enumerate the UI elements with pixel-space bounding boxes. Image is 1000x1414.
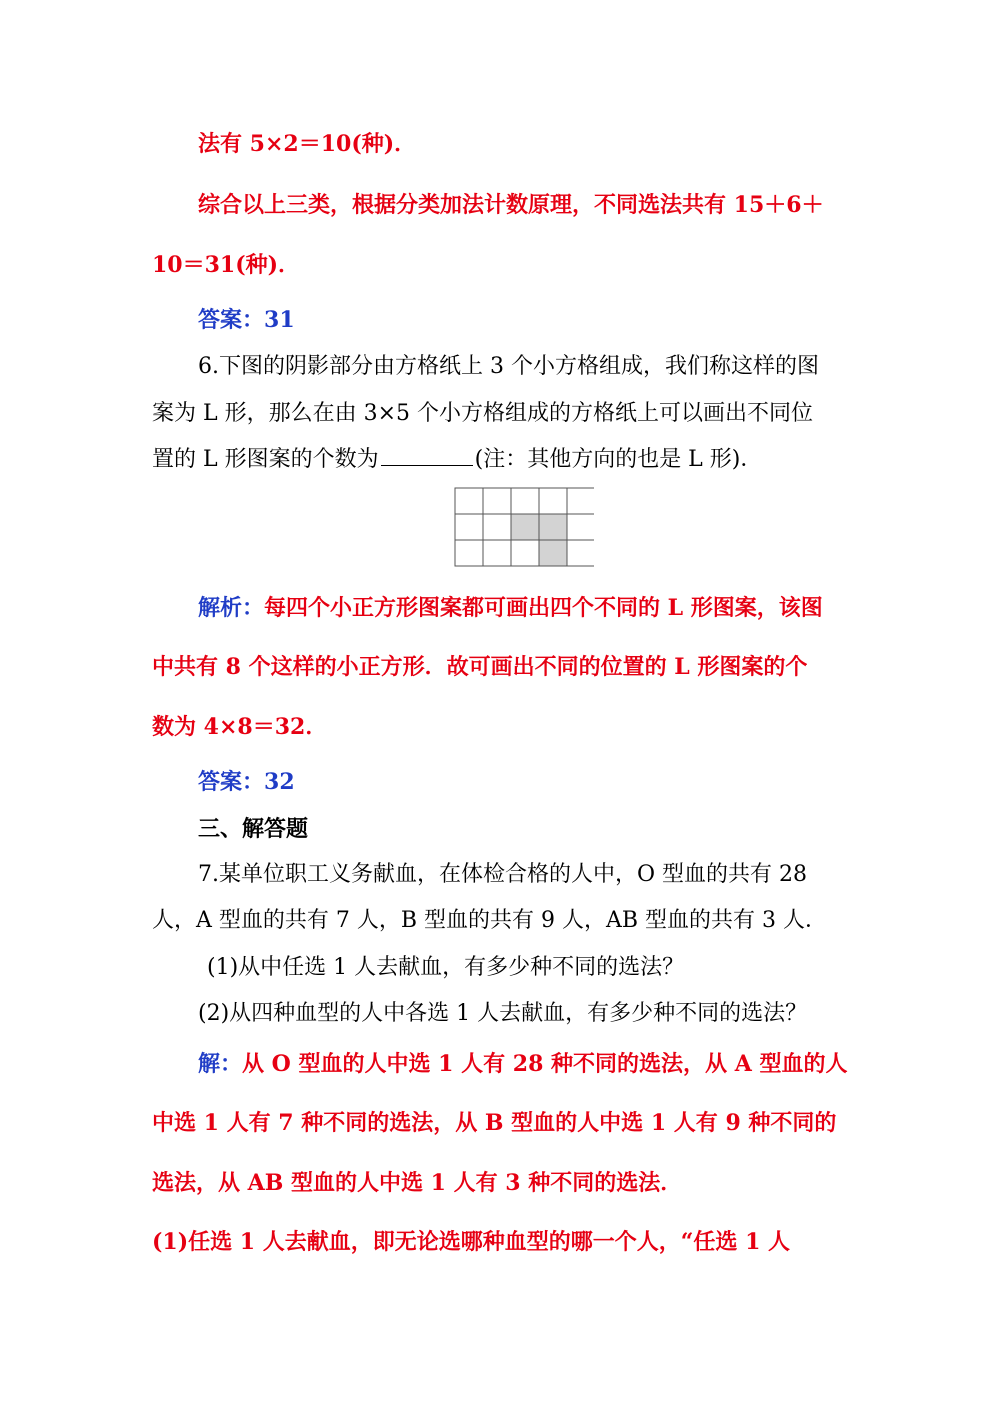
- solution-label: 解：: [198, 1051, 243, 1077]
- q7-solution-line-3: 选法，从 AB 型血的人中选 1 人有 3 种不同的选法．: [152, 1170, 683, 1196]
- q6-analysis-line-1: [198, 593, 823, 624]
- answer-value: 31: [264, 307, 295, 333]
- p5-answer: [198, 305, 295, 336]
- l-shape-grid-figure: [454, 487, 594, 569]
- answer-value: 32: [264, 769, 295, 795]
- q6-analysis-line-2: 中共有 8 个这样的小正方形．故可画出不同的位置的 L 形图案的个: [152, 654, 808, 680]
- analysis-label: 解析：: [198, 595, 265, 621]
- shaded-cell: [539, 540, 567, 566]
- grid-cell: [455, 540, 483, 566]
- grid-cell: [567, 488, 594, 514]
- grid-cell: [511, 540, 539, 566]
- answer-label: 答案：: [198, 769, 265, 795]
- q6-line-3-post: (注：其他方向的也是 L 形)．: [474, 447, 763, 472]
- q7-solution-line-2: 中选 1 人有 7 种不同的选法，从 B 型血的人中选 1 人有 9 种不同的: [152, 1110, 837, 1136]
- grid-cell: [483, 514, 511, 540]
- grid-cell: [539, 488, 567, 514]
- q7-solution-line-1: [198, 1049, 847, 1080]
- q6-line-1: 6.下图的阴影部分由方格纸上 3 个小方格组成，我们称这样的图: [198, 354, 819, 379]
- p5-line-1: 法有 5×2＝10(种)．: [198, 131, 417, 157]
- p5-line-2: 综合以上三类，根据分类加法计数原理，不同选法共有 15＋6＋: [198, 192, 824, 218]
- grid-cell: [455, 488, 483, 514]
- grid-cell: [483, 540, 511, 566]
- answer-blank: [381, 445, 473, 466]
- shaded-cell: [511, 514, 539, 540]
- grid-cell: [567, 540, 594, 566]
- section-title: 三、解答题: [198, 816, 309, 842]
- q7-line-1: 7.某单位职工义务献血，在体检合格的人中，O 型血的共有 28: [198, 862, 808, 887]
- q6-line-2: 案为 L 形，那么在由 3×5 个小方格组成的方格纸上可以画出不同位: [152, 401, 814, 426]
- grid-cell: [567, 514, 594, 540]
- grid-cell: [483, 488, 511, 514]
- q6-answer: [198, 767, 295, 798]
- q7-subquestion-1: (1)从中任选 1 人去献血，有多少种不同的选法？: [207, 955, 685, 980]
- q7-solution-line-4: (1)任选 1 人去献血，即无论选哪种血型的哪一个人，“任选 1 人: [152, 1229, 791, 1255]
- answer-label: 答案：: [198, 307, 265, 333]
- grid-cell: [511, 488, 539, 514]
- q7-subquestion-2: (2)从四种血型的人中各选 1 人去献血，有多少种不同的选法？: [198, 1001, 808, 1026]
- q7-line-2: 人，A 型血的共有 7 人，B 型血的共有 9 人，AB 型血的共有 3 人．: [152, 908, 828, 933]
- analysis-text-1: 每四个小正方形图案都可画出四个不同的 L 形图案，该图: [264, 595, 823, 621]
- grid-cell: [455, 514, 483, 540]
- p5-line-3: 10＝31(种)．: [152, 252, 301, 278]
- q6-analysis-line-3: 数为 4×8＝32．: [152, 714, 328, 740]
- q6-line-3-pre: 置的 L 形图案的个数为: [152, 447, 379, 472]
- q6-line-3: [152, 445, 762, 475]
- shaded-cell: [539, 514, 567, 540]
- solution-text-1: 从 O 型血的人中选 1 人有 28 种不同的选法，从 A 型血的人: [242, 1051, 848, 1077]
